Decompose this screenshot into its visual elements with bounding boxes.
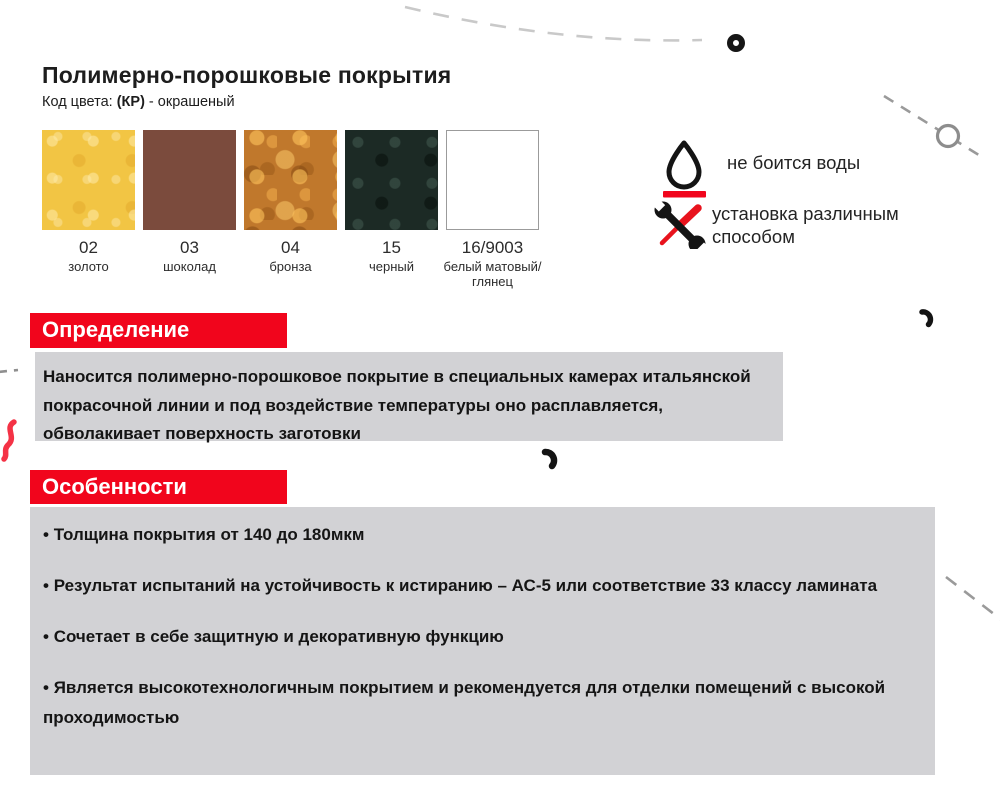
swatch-name: золото	[68, 259, 109, 274]
swatch-white-chip	[446, 130, 539, 230]
features-heading: Особенности	[30, 470, 287, 504]
swatch-code: 04	[281, 238, 300, 257]
benefit-label-water: не боится воды	[727, 152, 861, 173]
swatch-code: 03	[180, 238, 199, 257]
swatch-name: шоколад	[163, 259, 216, 274]
subtitle-code: (КР)	[116, 94, 145, 110]
swatch-chocolate	[143, 130, 236, 289]
swatch-gold-chip	[42, 130, 135, 230]
water-drop-icon	[661, 139, 707, 199]
swatch-black-chip	[345, 130, 438, 230]
swatch-chocolate-chip	[143, 130, 236, 230]
red-squiggle	[4, 422, 14, 459]
definition-body: Наносится полимерно-порошковое покрытие в специальных камерах итальянской покрасочной линии и под воздействие температуры оно расплавляется, обволакивает поверхность заготовки	[43, 367, 751, 443]
color-code-subtitle	[42, 94, 235, 110]
definition-heading: Определение	[30, 313, 287, 348]
swatch-bronze-chip	[244, 130, 337, 230]
comma-mark-center	[545, 452, 554, 466]
swatch-code: 02	[79, 238, 98, 257]
left-dash	[0, 370, 18, 372]
feature-bullet: • Толщина покрытия от 140 до 180мкм	[43, 520, 907, 550]
comma-mark-right	[922, 312, 930, 325]
feature-bullet: • Является высокотехнологичным покрытием и рекомендуется для отделки помещений с высокой проходимостью	[43, 673, 907, 733]
swatch-code: 16/9003	[461, 238, 524, 257]
swatch-name: черный	[368, 259, 415, 274]
feature-bullet: • Результат испытаний на устойчивость к истиранию – АС-5 или соответствие 33 классу ламината	[43, 571, 907, 601]
color-swatches	[42, 130, 542, 289]
swatch-name: белый матовый/глянец	[443, 259, 542, 289]
dashed-line-right	[884, 96, 982, 157]
swatch-black	[345, 130, 438, 289]
swatch-bronze	[244, 130, 337, 289]
donut-dot-icon	[730, 37, 742, 49]
page-title: Полимерно-порошковые покрытия	[42, 62, 452, 88]
swatch-code: 15	[382, 238, 401, 257]
subtitle-suffix: - окрашеный	[144, 94, 235, 110]
ring-icon	[938, 126, 959, 147]
dashed-line-bottom-right	[946, 577, 1000, 628]
tools-icon	[652, 201, 708, 249]
benefit-label-installation: установка различным способом	[712, 203, 899, 247]
swatch-gold	[42, 130, 135, 289]
feature-bullet: • Сочетает в себе защитную и декоративную функцию	[43, 622, 907, 652]
features-panel	[30, 507, 935, 775]
swatch-white	[443, 130, 542, 289]
subtitle-prefix: Код цвета:	[42, 94, 117, 110]
definition-panel	[35, 352, 783, 441]
swatch-name: бронза	[269, 259, 312, 274]
dashed-curve-top	[405, 7, 702, 40]
